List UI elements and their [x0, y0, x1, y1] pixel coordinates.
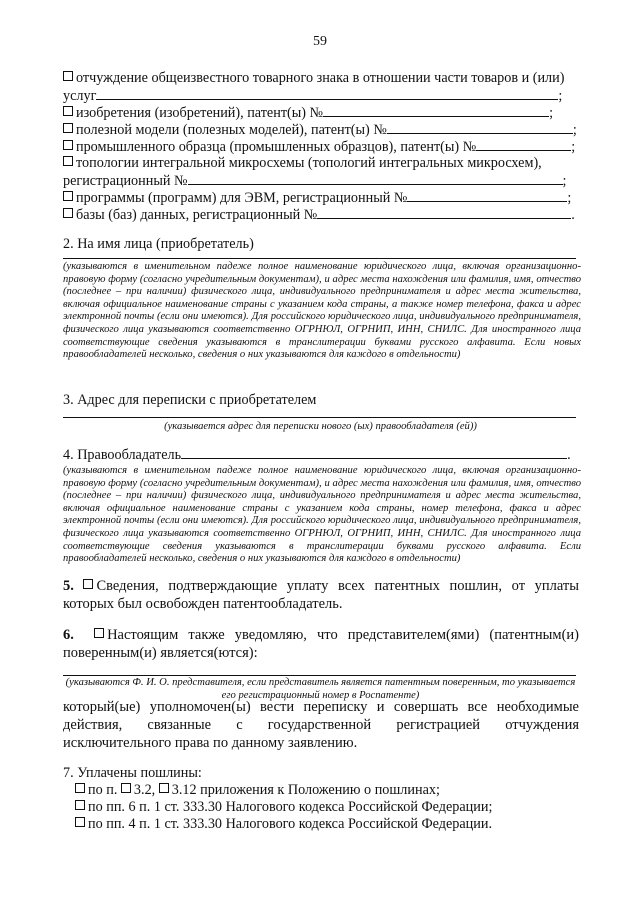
option-topologies-reg: регистрационный № ;	[63, 173, 567, 189]
checkbox-icon[interactable]	[121, 783, 131, 793]
section-2-title: 2. На имя лица (приобретатель)	[63, 236, 254, 252]
blank-field[interactable]	[317, 206, 571, 219]
blank-field[interactable]	[407, 189, 567, 202]
section-3-note: (указывается адрес для переписки нового (ых) правообладателя (ей))	[164, 421, 477, 432]
checkbox-icon[interactable]	[75, 800, 85, 810]
option-programs: программы (программ) для ЭВМ, регистрационный № ;	[63, 189, 578, 207]
checkbox-icon[interactable]	[75, 817, 85, 827]
section-4-title-line: 4. Правообладатель .	[63, 447, 571, 463]
blank-field[interactable]	[387, 121, 573, 134]
fee-line-3: по пп. 4 п. 1 ст. 333.30 Налогового кодекса Российской Федерации.	[75, 816, 590, 833]
checkbox-icon[interactable]	[63, 156, 73, 166]
blank-field[interactable]	[181, 446, 567, 459]
blank-field[interactable]	[96, 87, 558, 100]
blank-field[interactable]	[63, 675, 576, 676]
option-databases: базы (баз) данных, регистрационный № .	[63, 206, 578, 224]
fee-line-1: по п. 3.2, 3.12 приложения к Положению о пошлинах;	[75, 782, 590, 799]
section-6: 6. Настоящим также уведомляю, что представителем(ями) (патентным(и) поверенным(и) является(ются):	[63, 627, 579, 661]
blank-field[interactable]	[188, 172, 563, 185]
section-3-title: 3. Адрес для переписки с приобретателем	[63, 392, 317, 408]
checkbox-icon[interactable]	[63, 106, 73, 116]
blank-field[interactable]	[476, 138, 571, 151]
checkbox-icon[interactable]	[159, 783, 169, 793]
checkbox-icon[interactable]	[63, 191, 73, 201]
blank-field[interactable]	[323, 104, 549, 117]
page-number: 59	[313, 34, 327, 49]
option-trademark: отчуждение общеизвестного товарного знака в отношении части товаров и (или)	[63, 70, 578, 87]
fee-line-2: по пп. 6 п. 1 ст. 333.30 Налогового кодекса Российской Федерации;	[75, 799, 590, 816]
checkbox-icon[interactable]	[63, 123, 73, 133]
checkbox-icon[interactable]	[94, 628, 104, 638]
section-5: 5. Сведения, подтверждающие уплату всех патентных пошлин, от уплаты которых был освобожден патентообладатель.	[63, 578, 580, 612]
checkbox-icon[interactable]	[63, 71, 73, 81]
section-7-title: 7. Уплачены пошлины:	[63, 765, 202, 781]
checkbox-icon[interactable]	[83, 579, 93, 589]
blank-field[interactable]	[63, 258, 576, 259]
option-services: услуг ;	[63, 88, 563, 104]
option-inventions: изобретения (изобретений), патент(ы) № ;	[63, 104, 578, 122]
checkbox-icon[interactable]	[63, 208, 73, 218]
section-6-continuation: который(ые) уполномочен(ы) вести переписку и совершать все необходимые действия, связанные с государственной регистрацией отчуждения исключительного права по данному заявлению.	[63, 699, 579, 751]
option-industrial-designs: промышленного образца (промышленных образцов), патент(ы) № ;	[63, 138, 578, 156]
option-utility-models: полезной модели (полезных моделей), патент(ы) № ;	[63, 121, 578, 139]
section-4-note: (указываются в именительном падеже полное наименование юридического лица, включая организационно-правовую форму (согласно учредительным документам), и адрес места нахождения или фамилия, имя, отчество (последнее – при наличии) физического лица, индивидуального предпринимателя и адрес места жительства, включая официальное наименование страны с указанием кода страны, номер телефона, факса и адрес электронной почты (если они имеются). Для российского юридического лица, индивидуального предпринимателя, физического лица указываются соответственно ОГРНЮЛ, ОГРНИП, ИНН, СНИЛС. Для иностранного лица соответствующие сведения указываются в транслитерации буквами русского алфавита. Если правообладателей несколько, сведения о них указываются для каждого в отдельности)	[63, 465, 581, 565]
blank-field[interactable]	[63, 417, 576, 418]
checkbox-icon[interactable]	[63, 140, 73, 150]
section-6-note: (указываются Ф. И. О. представителя, если представитель является патентным поверенным, то указывается его регистрационный номер в Роспатенте)	[65, 677, 576, 701]
option-topologies: топологии интегральной микросхемы (топологий интегральных микросхем),	[63, 155, 578, 172]
checkbox-icon[interactable]	[75, 783, 85, 793]
section-2-note: (указываются в именительном падеже полное наименование юридического лица, включая организационно-правовую форму (согласно учредительным документам), и адрес места нахождения или фамилия, имя, отчество (последнее – при наличии) физического лица, индивидуального предпринимателя и адрес места жительства, включая официальное наименование страны с указанием кода страны, а также номер телефона, факса и адрес электронной почты (если они имеются). Для российского юридического лица, индивидуального предпринимателя, физического лица указываются соответственно ОГРНЮЛ, ОГРНИП, ИНН, СНИЛС. Для иностранного лица соответствующие сведения указываются в транслитерации буквами русского алфавита. Если новых правообладателей несколько, сведения о них указываются для каждого в отдельности)	[63, 261, 581, 361]
